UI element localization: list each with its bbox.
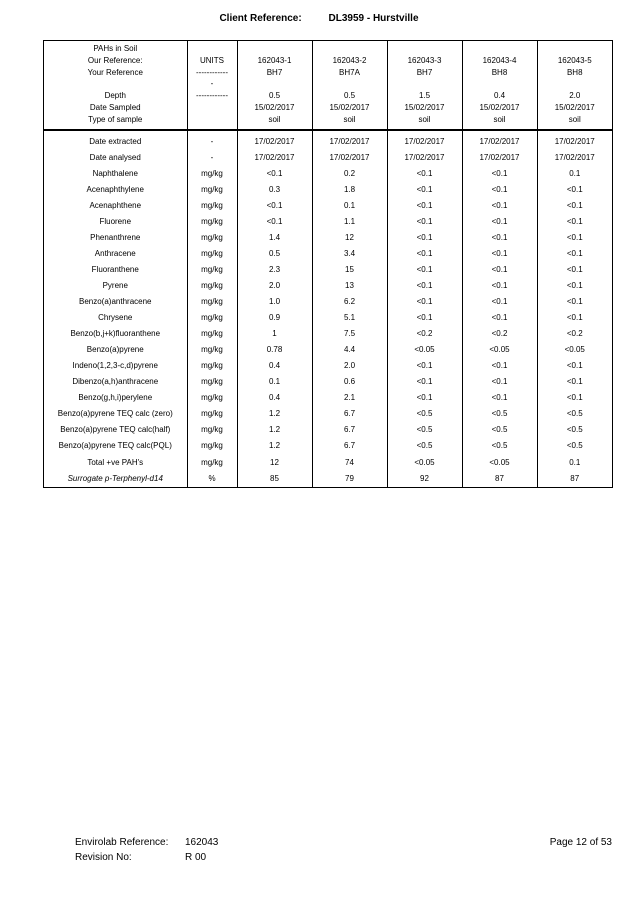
results-table-frame	[43, 40, 613, 488]
row-label-cell: Benzo(a)pyrene TEQ calc(PQL)	[58, 441, 172, 451]
value-cell	[387, 41, 462, 55]
table-row	[44, 214, 612, 230]
value-cell: 12	[312, 230, 387, 246]
value-cell: 1.2	[237, 406, 312, 422]
value-cell	[237, 41, 312, 55]
pah-results-table	[44, 41, 612, 487]
value-cell: 17/02/2017	[537, 134, 612, 150]
revision-number	[75, 850, 218, 865]
table-row	[44, 342, 612, 358]
value-cell: 0.4	[237, 390, 312, 406]
table-row	[44, 134, 612, 150]
value-cell	[462, 78, 537, 90]
value-cell: 1.4	[237, 230, 312, 246]
table-row	[44, 246, 612, 262]
value-cell: 1.5	[387, 90, 462, 102]
value-cell: <0.1	[462, 214, 537, 230]
value-cell: <0.1	[462, 246, 537, 262]
units-cell: mg/kg	[187, 406, 237, 422]
envirolab-reference-value: 162043	[185, 837, 219, 848]
value-cell: <0.2	[387, 326, 462, 342]
value-cell: <0.1	[387, 246, 462, 262]
table-row	[44, 471, 612, 487]
value-cell: BH7A	[312, 67, 387, 79]
value-cell: <0.1	[387, 278, 462, 294]
table-row	[44, 166, 612, 182]
units-cell: mg/kg	[187, 374, 237, 390]
row-label-cell: Benzo(a)pyrene TEQ calc(half)	[60, 425, 171, 435]
table-row	[44, 374, 612, 390]
value-cell	[462, 41, 537, 55]
value-cell: 0.5	[312, 90, 387, 102]
row-label-cell: Benzo(b,j+k)fluoranthene	[70, 329, 161, 339]
value-cell: 0.4	[237, 358, 312, 374]
header-row	[44, 114, 612, 129]
value-cell: 13	[312, 278, 387, 294]
units-cell: mg/kg	[187, 182, 237, 198]
value-cell: 17/02/2017	[312, 134, 387, 150]
table-row	[44, 198, 612, 214]
row-label-cell: Benzo(a)pyrene TEQ calc (zero)	[57, 409, 173, 419]
units-cell: mg/kg	[187, 278, 237, 294]
value-cell: <0.05	[462, 342, 537, 358]
table-row	[44, 422, 612, 438]
value-cell: 6.7	[312, 438, 387, 454]
row-label-cell: Date Sampled	[89, 102, 141, 112]
value-cell: <0.1	[387, 230, 462, 246]
value-cell: <0.1	[537, 310, 612, 326]
row-label-cell: Benzo(g,h,i)perylene	[78, 393, 153, 403]
value-cell: <0.05	[387, 342, 462, 358]
value-cell: BH7	[237, 67, 312, 79]
units-cell	[187, 102, 237, 114]
table-row	[44, 406, 612, 422]
units-cell: mg/kg	[187, 166, 237, 182]
value-cell: <0.1	[462, 390, 537, 406]
value-cell: <0.1	[537, 214, 612, 230]
value-cell: <0.5	[387, 422, 462, 438]
value-cell: 15/02/2017	[537, 102, 612, 114]
revision-value: R 00	[185, 852, 207, 863]
value-cell: 0.1	[237, 374, 312, 390]
value-cell: <0.1	[537, 246, 612, 262]
row-label-cell: Depth	[104, 91, 126, 101]
value-cell: <0.1	[537, 182, 612, 198]
value-cell: <0.1	[462, 310, 537, 326]
value-cell: 15/02/2017	[237, 102, 312, 114]
table-row	[44, 326, 612, 342]
units-cell: mg/kg	[187, 326, 237, 342]
row-label-cell: Acenaphthene	[89, 200, 142, 210]
value-cell: 15/02/2017	[387, 102, 462, 114]
value-cell: 3.4	[312, 246, 387, 262]
value-cell: <0.5	[387, 406, 462, 422]
value-cell: <0.1	[387, 294, 462, 310]
value-cell: <0.1	[387, 182, 462, 198]
value-cell: 15/02/2017	[312, 102, 387, 114]
value-cell: <0.1	[387, 198, 462, 214]
header-row	[44, 55, 612, 67]
value-cell: <0.1	[537, 358, 612, 374]
row-label-cell	[44, 78, 187, 90]
units-cell: mg/kg	[187, 198, 237, 214]
value-cell: <0.1	[537, 294, 612, 310]
value-cell: 162043-3	[387, 55, 462, 67]
value-cell: <0.1	[387, 214, 462, 230]
row-label-cell: Benzo(a)anthracene	[79, 297, 152, 307]
client-reference-value: DL3959 - Hurstville	[328, 13, 419, 24]
value-cell: 12	[237, 455, 312, 471]
value-cell: <0.1	[387, 262, 462, 278]
value-cell: 17/02/2017	[462, 150, 537, 166]
value-cell: 87	[537, 471, 612, 487]
units-cell: mg/kg	[187, 342, 237, 358]
value-cell: 1.1	[312, 214, 387, 230]
row-label-cell: Acenaphthylene	[86, 184, 144, 194]
units-cell: ------------	[187, 67, 237, 79]
value-cell: BH8	[537, 67, 612, 79]
value-cell: 162043-4	[462, 55, 537, 67]
value-cell: <0.1	[537, 230, 612, 246]
units-cell: UNITS	[187, 55, 237, 67]
value-cell: <0.1	[537, 390, 612, 406]
value-cell	[537, 78, 612, 90]
row-label-cell: Fluorene	[99, 216, 132, 226]
value-cell: <0.1	[237, 198, 312, 214]
value-cell: soil	[537, 114, 612, 129]
value-cell: <0.5	[537, 422, 612, 438]
value-cell: <0.5	[462, 406, 537, 422]
row-label-cell: Type of sample	[88, 114, 143, 124]
value-cell: <0.1	[462, 374, 537, 390]
value-cell: <0.05	[537, 342, 612, 358]
row-label-cell: Total +ve PAH's	[87, 457, 144, 467]
units-cell: mg/kg	[187, 438, 237, 454]
units-cell: mg/kg	[187, 246, 237, 262]
value-cell: <0.2	[462, 326, 537, 342]
value-cell: 17/02/2017	[537, 150, 612, 166]
value-cell: 5.1	[312, 310, 387, 326]
value-cell: 17/02/2017	[387, 150, 462, 166]
value-cell: 17/02/2017	[237, 150, 312, 166]
header-row	[44, 90, 612, 102]
units-cell: -	[187, 150, 237, 166]
value-cell: 2.1	[312, 390, 387, 406]
row-label-cell: Anthracene	[94, 248, 136, 258]
row-label-cell: Chrysene	[98, 313, 133, 323]
page-number: Page 12 of 53	[549, 837, 612, 848]
units-cell: mg/kg	[187, 294, 237, 310]
units-cell: mg/kg	[187, 390, 237, 406]
value-cell: 74	[312, 455, 387, 471]
client-reference-label: Client Reference:	[219, 13, 302, 24]
row-label-cell: Benzo(a)pyrene	[86, 345, 144, 355]
units-cell: mg/kg	[187, 358, 237, 374]
table-row	[44, 150, 612, 166]
row-label-cell: Indeno(1,2,3-c,d)pyrene	[72, 361, 158, 371]
value-cell: <0.1	[387, 166, 462, 182]
row-label-cell: Date analysed	[89, 152, 141, 162]
row-label-cell: PAHs in Soil	[93, 44, 138, 53]
units-cell: mg/kg	[187, 455, 237, 471]
value-cell: 162043-2	[312, 55, 387, 67]
value-cell: 162043-5	[537, 55, 612, 67]
results-table-body	[44, 41, 612, 487]
row-label-cell: Naphthalene	[92, 168, 138, 178]
value-cell: 0.3	[237, 182, 312, 198]
header-row	[44, 78, 612, 90]
value-cell: <0.05	[387, 455, 462, 471]
value-cell: 0.5	[237, 90, 312, 102]
value-cell: 85	[237, 471, 312, 487]
value-cell: <0.1	[237, 214, 312, 230]
value-cell: <0.1	[462, 198, 537, 214]
value-cell: <0.1	[387, 310, 462, 326]
value-cell: <0.5	[387, 438, 462, 454]
value-cell: 1.8	[312, 182, 387, 198]
units-cell: ------------	[187, 90, 237, 102]
units-cell: -	[187, 134, 237, 150]
row-label-cell: Dibenzo(a,h)anthracene	[72, 377, 159, 387]
value-cell: 87	[462, 471, 537, 487]
row-label-cell: Surrogate p-Terphenyl-d14	[67, 473, 163, 483]
units-cell: mg/kg	[187, 310, 237, 326]
value-cell	[312, 41, 387, 55]
value-cell: 1.2	[237, 422, 312, 438]
value-cell: 0.4	[462, 90, 537, 102]
table-row	[44, 182, 612, 198]
row-label-cell: Date extracted	[89, 136, 142, 146]
units-cell: -	[187, 78, 237, 90]
value-cell: 17/02/2017	[237, 134, 312, 150]
page-header	[0, 13, 638, 24]
value-cell: 0.1	[312, 198, 387, 214]
value-cell: soil	[237, 114, 312, 129]
table-row	[44, 230, 612, 246]
value-cell: <0.2	[537, 326, 612, 342]
value-cell: <0.1	[387, 374, 462, 390]
table-row	[44, 358, 612, 374]
table-row	[44, 278, 612, 294]
row-label-cell: Phenanthrene	[90, 232, 141, 242]
value-cell: BH7	[387, 67, 462, 79]
value-cell: <0.1	[462, 230, 537, 246]
row-label-cell: Your Reference	[87, 67, 143, 77]
value-cell: 1.0	[237, 294, 312, 310]
value-cell: <0.1	[387, 358, 462, 374]
value-cell: 0.9	[237, 310, 312, 326]
table-row	[44, 455, 612, 471]
header-row	[44, 41, 612, 55]
units-cell	[187, 114, 237, 129]
value-cell: 0.1	[537, 455, 612, 471]
units-cell: mg/kg	[187, 214, 237, 230]
value-cell: <0.1	[462, 358, 537, 374]
value-cell: soil	[387, 114, 462, 129]
value-cell: 1	[237, 326, 312, 342]
value-cell: 0.6	[312, 374, 387, 390]
row-label-cell: Our Reference:	[87, 55, 143, 65]
value-cell: <0.1	[537, 278, 612, 294]
value-cell: soil	[462, 114, 537, 129]
value-cell: <0.1	[537, 374, 612, 390]
table-row	[44, 294, 612, 310]
header-row	[44, 102, 612, 114]
table-row	[44, 310, 612, 326]
value-cell: 15	[312, 262, 387, 278]
value-cell: 17/02/2017	[312, 150, 387, 166]
value-cell: 6.7	[312, 406, 387, 422]
value-cell: 0.2	[312, 166, 387, 182]
value-cell: <0.1	[462, 166, 537, 182]
value-cell: <0.1	[387, 390, 462, 406]
value-cell: 92	[387, 471, 462, 487]
header-row	[44, 67, 612, 79]
value-cell: soil	[312, 114, 387, 129]
value-cell: 1.2	[237, 438, 312, 454]
value-cell: 79	[312, 471, 387, 487]
value-cell: <0.1	[462, 278, 537, 294]
value-cell: 6.7	[312, 422, 387, 438]
units-cell: mg/kg	[187, 230, 237, 246]
value-cell: 2.0	[537, 90, 612, 102]
value-cell: 7.5	[312, 326, 387, 342]
value-cell	[312, 78, 387, 90]
row-label-cell: Fluoranthene	[91, 264, 139, 274]
value-cell: <0.5	[537, 406, 612, 422]
value-cell: <0.1	[462, 294, 537, 310]
value-cell: 17/02/2017	[462, 134, 537, 150]
value-cell: 2.0	[312, 358, 387, 374]
value-cell: <0.5	[462, 438, 537, 454]
value-cell: BH8	[462, 67, 537, 79]
units-cell: mg/kg	[187, 262, 237, 278]
value-cell: 0.1	[537, 166, 612, 182]
revision-label: Revision No:	[75, 852, 132, 863]
value-cell: <0.1	[237, 166, 312, 182]
value-cell	[237, 78, 312, 90]
value-cell	[387, 78, 462, 90]
value-cell: <0.05	[462, 455, 537, 471]
value-cell: 2.3	[237, 262, 312, 278]
table-row	[44, 390, 612, 406]
value-cell: <0.1	[537, 262, 612, 278]
value-cell: 162043-1	[237, 55, 312, 67]
envirolab-reference	[75, 835, 218, 850]
value-cell	[537, 41, 612, 55]
units-cell: mg/kg	[187, 422, 237, 438]
envirolab-reference-label: Envirolab Reference:	[75, 837, 169, 848]
table-row	[44, 438, 612, 454]
table-row	[44, 262, 612, 278]
value-cell: <0.5	[462, 422, 537, 438]
value-cell: 17/02/2017	[387, 134, 462, 150]
value-cell: <0.1	[537, 198, 612, 214]
footer	[75, 835, 218, 865]
value-cell: <0.1	[462, 182, 537, 198]
units-cell: %	[187, 471, 237, 487]
value-cell: 15/02/2017	[462, 102, 537, 114]
value-cell: 0.78	[237, 342, 312, 358]
value-cell: <0.5	[537, 438, 612, 454]
value-cell: <0.1	[462, 262, 537, 278]
value-cell: 4.4	[312, 342, 387, 358]
units-cell	[187, 41, 237, 55]
value-cell: 6.2	[312, 294, 387, 310]
value-cell: 2.0	[237, 278, 312, 294]
value-cell: 0.5	[237, 246, 312, 262]
row-label-cell: Pyrene	[102, 281, 128, 290]
